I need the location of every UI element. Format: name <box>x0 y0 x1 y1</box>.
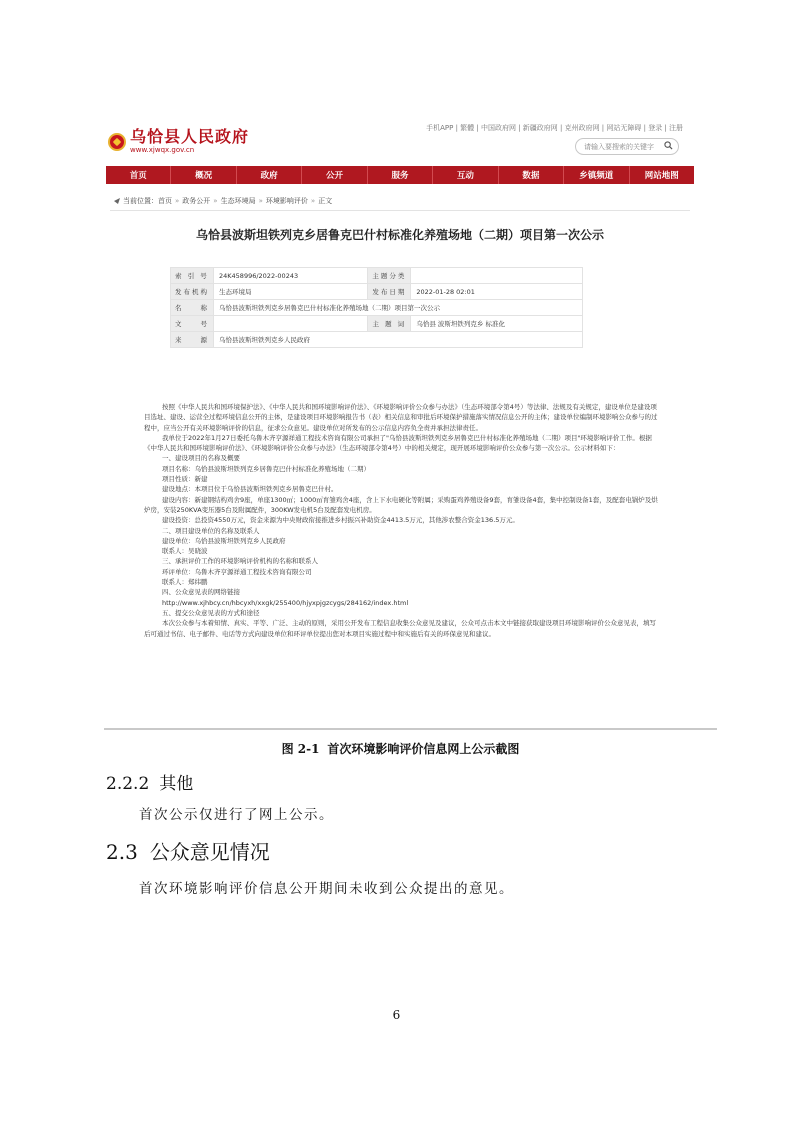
table-row <box>171 316 583 332</box>
meta-key: 名 称 <box>171 300 214 316</box>
nav-service[interactable]: 服务 <box>368 166 433 184</box>
breadcrumb-separator: » <box>310 197 316 205</box>
body-paragraph: 我单位于2022年1月27日委托乌鲁木齐亨源祥通工程技术咨询有限公司承担了"乌恰县波斯坦铁列克乡居鲁克巴什村标准化养殖场地（二期）项目"环境影响评价工作。根据《中华人民共和国环境影响评价法》、《环境影响评价公众参与办法》（生态环境部令第4号）中的相关规定，现开展环境影响评价公众参与第一次公示。公示材料如下： <box>144 433 652 453</box>
body-paragraph: 四、公众意见表的网络链接 <box>162 588 240 597</box>
emblem-icon <box>108 133 126 151</box>
breadcrumb-separator: » <box>213 197 218 205</box>
feedback-link[interactable]: http://www.xjhbcy.cn/hbcyxh/xxgk/255400/hjyxpjgzcygs/284162/index.html <box>162 598 409 607</box>
meta-value: 24K458996/2022-00243 <box>214 268 368 284</box>
site-name: 乌恰县人民政府 <box>130 127 250 146</box>
breadcrumb-separator: » <box>258 197 263 205</box>
meta-key: 索 引 号 <box>171 268 214 284</box>
body-paragraph: 按照《中华人民共和国环境保护法》、《中华人民共和国环境影响评价法》、《环境影响评价公众参与办法》（生态环境部令第4号）等法律、法规及有关规定，建设单位是建设项目选址、建设、运营全过程环境信息公开的主体，是建设项目环境影响报告书（表）相关信息和审批后环境保护措施落实情况信息公开的主体；建设单位编制环境影响公众参与的过程中，应当公开有关环境影响评价的信息，征求公众意见。建设单位对所发布的公示信息内容负全责并承担法律责任。 <box>144 403 658 432</box>
body-paragraph: 五、提交公众意见表的方式和途径 <box>162 608 260 617</box>
breadcrumb-item-current: 正文 <box>318 197 333 205</box>
meta-key: 主题分类 <box>368 268 411 284</box>
section-number: 2.3 <box>106 840 138 864</box>
body-paragraph: 三、承担评价工作的环境影响评价机构的名称和联系人 <box>162 557 318 566</box>
breadcrumb-item[interactable]: 生态环境局 <box>220 197 256 205</box>
section-text-public: 首次环境影响评价信息公开期间未收到公众提出的意见。 <box>139 881 514 897</box>
breadcrumb-prefix: 当前位置： <box>123 197 158 205</box>
top-links[interactable]: 手机APP | 繁體 | 中国政府网 | 新疆政府网 | 克州政府网 | 网站无障碍 | 登录 | 注册 <box>426 124 683 132</box>
site-logo[interactable] <box>108 128 249 155</box>
nav-disclosure[interactable]: 公开 <box>302 166 367 184</box>
body-paragraph: 建设地点：本项目位于乌恰县波斯坦铁列克乡居鲁克巴什村。 <box>162 485 338 494</box>
section-heading-other <box>106 769 193 794</box>
nav-home[interactable]: 首页 <box>106 166 171 184</box>
breadcrumb-item[interactable]: 首页 <box>158 197 172 205</box>
meta-key: 主 题 词 <box>368 316 411 332</box>
search-placeholder: 请输入要搜索的关键字 <box>584 142 654 151</box>
nav-sitemap[interactable]: 网站地图 <box>644 171 679 181</box>
caption-text: 首次环境影响评价信息网上公示截图 <box>327 742 520 756</box>
nav-township[interactable]: 乡镇频道 <box>564 166 629 184</box>
breadcrumb-item[interactable]: 环境影响评价 <box>265 197 308 205</box>
body-paragraph: 建设内容：新建钢结构鸡舍9座，单座1300㎡；1000㎡育雏鸡舍4座，含上下水电硬化等附属；采购蛋鸡养殖设备9套，育雏设备4套，集中控制设备1套，及配套电锅炉及烘炉房，安装250KVA变压器5台及附属配件，300KW发电机5台及配套发电机房。 <box>144 495 658 514</box>
body-paragraph: 项目名称：乌恰县波斯坦铁列克乡居鲁克巴什村标准化养殖场地（二期） <box>162 464 370 473</box>
search-input[interactable] <box>575 138 679 155</box>
breadcrumb <box>114 196 332 206</box>
body-paragraph: 本次公众参与本着知情、真实、平等、广泛、主动的原则，采用公开发布工程信息收集公众意见及建议，公众可点击本文中链接获取建设项目环境影响评价公众意见表，填写后可通过书信、电子邮件、电话等方式向建设单位和环评单位提出您对本项目实施过程中和实施后有关的环保意见和建议。 <box>144 619 656 638</box>
section-title: 公众意见情况 <box>149 840 270 864</box>
meta-value <box>411 268 583 284</box>
breadcrumb-separator: » <box>175 197 180 205</box>
body-paragraph: 联系人：郑纬鹏 <box>162 578 208 587</box>
breadcrumb-item[interactable]: 政务公开 <box>182 197 211 205</box>
caption-label: 图 2-1 <box>281 742 320 756</box>
meta-value <box>214 316 368 332</box>
article-title: 乌恰县波斯坦铁列克乡居鲁克巴什村标准化养殖场地（二期）项目第一次公示 <box>195 228 604 242</box>
search-icon[interactable] <box>664 141 673 150</box>
metadata-table <box>170 267 583 348</box>
meta-key: 发布日期 <box>368 284 411 300</box>
meta-key: 文 号 <box>171 316 214 332</box>
body-paragraph: 建设单位：乌恰县波斯坦铁列克乡人民政府 <box>162 536 286 545</box>
nav-data[interactable]: 数据 <box>499 166 564 184</box>
site-domain: www.xjwqx.gov.cn <box>130 146 195 154</box>
nav-overview[interactable]: 概况 <box>171 166 236 184</box>
meta-value: 乌恰县波斯坦铁列克乡居鲁克巴什村标准化养殖场地（二期）项目第一次公示 <box>214 300 583 316</box>
divider <box>110 210 690 211</box>
body-paragraph: 一、建设项目的名称及概要 <box>162 454 240 463</box>
website-screenshot <box>104 114 717 730</box>
table-row <box>171 268 583 284</box>
article-body <box>144 402 659 639</box>
page-number: 6 <box>392 1008 401 1022</box>
meta-value: 2022-01-28 02:01 <box>411 284 583 300</box>
section-text-other: 首次公示仅进行了网上公示。 <box>139 807 334 823</box>
body-paragraph: 二、项目建设单位的名称及联系人 <box>162 526 260 535</box>
section-heading-public <box>106 836 270 865</box>
main-nav <box>106 166 694 184</box>
site-header <box>104 114 717 166</box>
table-row <box>171 332 583 348</box>
section-number: 2.2.2 <box>106 774 150 794</box>
meta-value: 生态环境局 <box>214 284 368 300</box>
table-row <box>171 300 583 316</box>
nav-interaction[interactable]: 互动 <box>433 166 498 184</box>
meta-value: 乌恰县波斯坦铁列克乡人民政府 <box>214 332 583 348</box>
figure-caption <box>0 740 793 757</box>
body-paragraph: 项目性质：新建 <box>162 475 208 484</box>
location-icon <box>114 198 120 204</box>
body-paragraph: 环评单位：乌鲁木齐亨源祥通工程技术咨询有限公司 <box>162 567 312 576</box>
section-title: 其他 <box>159 774 194 794</box>
table-row <box>171 284 583 300</box>
meta-key: 发布机构 <box>171 284 214 300</box>
nav-government[interactable]: 政府 <box>237 166 302 184</box>
meta-value: 乌恰县 波斯坦铁列克乡 标准化 <box>411 316 583 332</box>
meta-key: 来 源 <box>171 332 214 348</box>
body-paragraph: 联系人：吴晓波 <box>162 547 208 556</box>
body-paragraph: 建设投资：总投资4550万元，资金来源为中央财政衔接推进乡村振兴补助资金4413.5万元，其他涉农整合资金136.5万元。 <box>162 516 519 525</box>
